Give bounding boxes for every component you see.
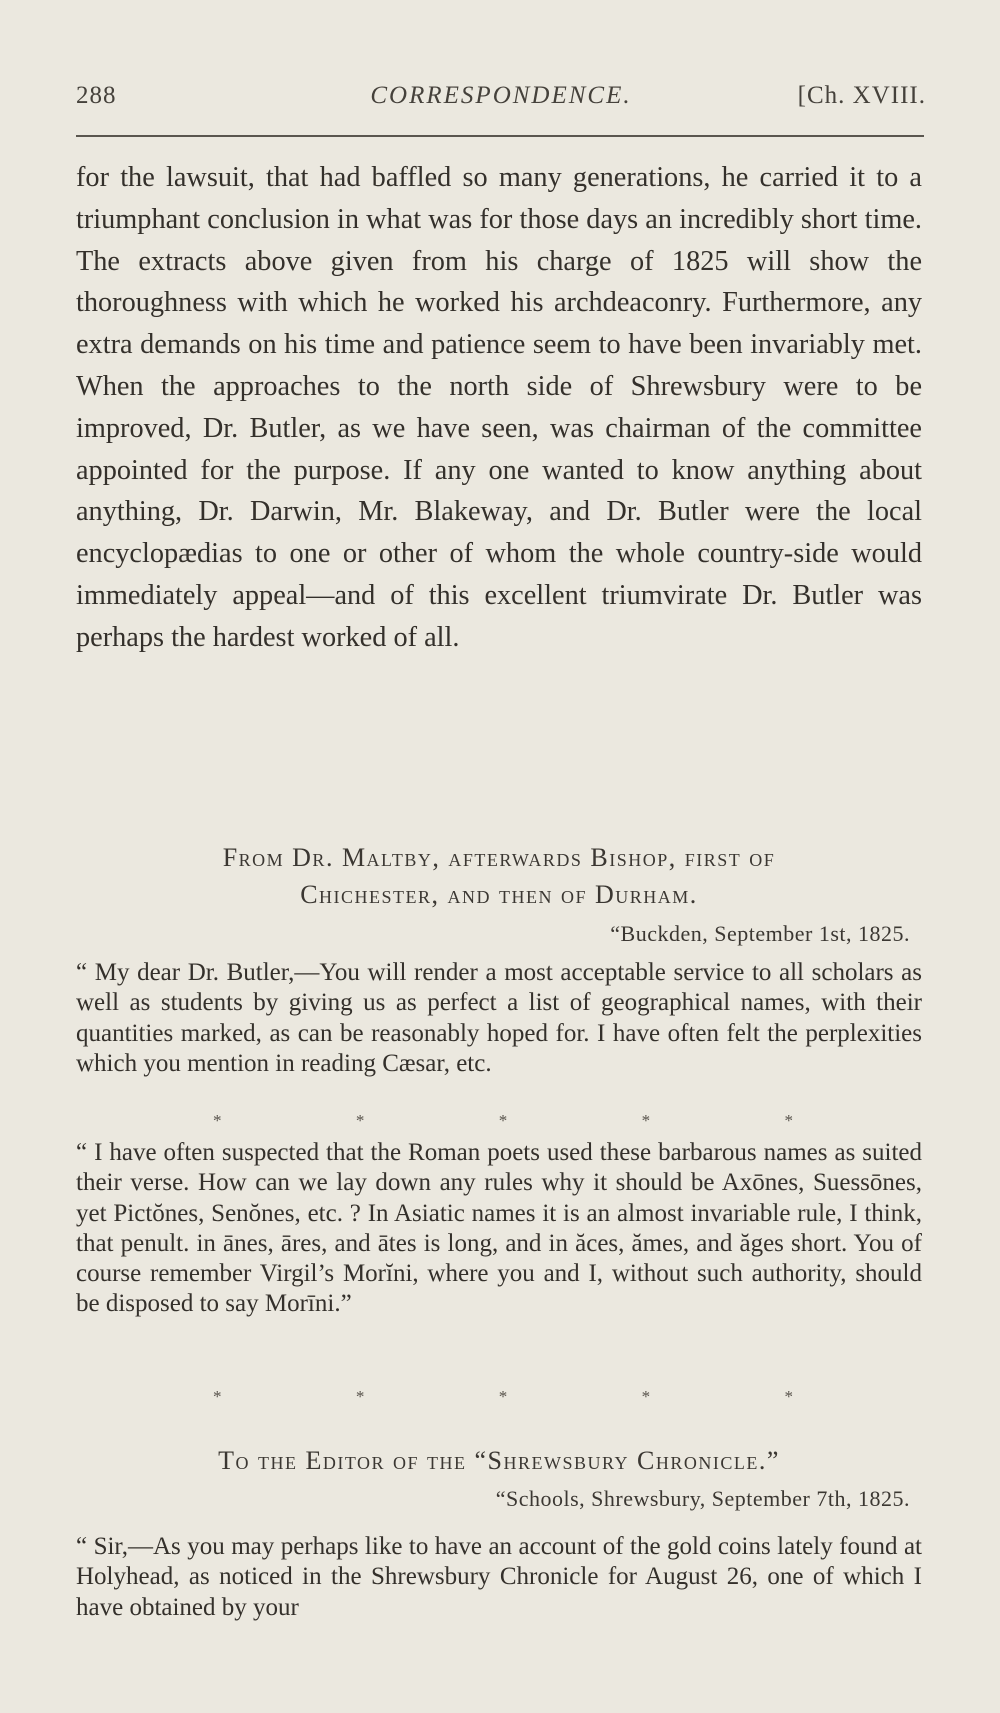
body-paragraph: for the lawsuit, that had baffled so many generations, he carried it to a triumphant conclusion in what was for those days an incredibly short time. The extracts above given from his charge of 1825 will show the thoroughness with which he worked his archdeaconry. Furthermore, any extra demands on his time and patience seem to have been invariably met. When the approaches to the north side of Shrewsbury were to be improved, Dr. Butler, as we have seen, was chairman of the committee appointed for the purpose. If any one wanted to know anything about anything, Dr. Darwin, Mr. Blakeway, and Dr. Butler were the local encyclopædias to one or other of whom the whole country-side would immediately appeal—and of this excellent triumvirate Dr. Butler was perhaps the hardest worked of all.: [76, 162, 922, 653]
letter-heading-editor: To the Editor of the “Shrewsbury Chronicle.”: [218, 1446, 780, 1475]
asterism-1: [213, 1111, 793, 1131]
page-number: 288: [76, 82, 117, 109]
asterisk: *: [213, 1111, 222, 1130]
asterisk: *: [498, 1387, 508, 1406]
letter-editor-paragraph-1: [76, 1532, 922, 1623]
asterisk: *: [355, 1111, 365, 1130]
letter-paragraph: “ I have often suspected that the Roman poets used these barbarous names as suited their verse. How can we lay down any rules why it should be Axōnes, Suessōnes, yet Pictŏnes, Senŏnes, etc. ? In Asiatic names it is an almost invariable rule, I think, that penult. in ānes, āres, and ātes is long, and in ăces, ămes, and ăges short. You of course remember Virgil’s Morĭni, where you and I, without such authority, should be disposed to say Morīni.”: [76, 1139, 922, 1318]
letter-paragraph: “ My dear Dr. Butler,—You will render a most acceptable service to all scholars as well as students by giving us as perfect a list of geographical names, with their quantities marked, as can be reasonably hoped for. I have often felt the perplexities which you mention in reading Cæsar, etc.: [76, 959, 922, 1077]
header-rule: [76, 135, 924, 137]
chapter-label: [Ch. XVIII.: [797, 82, 926, 109]
running-head: [76, 82, 926, 122]
asterism-2: [213, 1387, 793, 1407]
asterisk: *: [641, 1111, 651, 1130]
asterisk: *: [498, 1111, 508, 1130]
letter-paragraph: “ Sir,—As you may perhaps like to have an account of the gold coins lately found at Holyhead, as noticed in the Shrewsbury Chronicle for August 26, one of which I have obtained by your: [76, 1533, 922, 1621]
asterisk: *: [213, 1387, 222, 1406]
asterisk: *: [641, 1387, 651, 1406]
letter-maltby-paragraph-1: [76, 958, 922, 1079]
asterisk: *: [784, 1387, 793, 1406]
dateline-schools: “Schools, Shrewsbury, September 7th, 1825.: [495, 1486, 910, 1511]
letter-heading-maltby: [76, 839, 922, 913]
asterisk: *: [784, 1111, 793, 1130]
letter-heading-line-2: Chichester, and then of Durham.: [300, 880, 698, 909]
letter-maltby-paragraph-2: [76, 1138, 922, 1320]
dateline-buckden: “Buckden, September 1st, 1825.: [610, 921, 910, 946]
running-title: CORRESPONDENCE.: [370, 82, 632, 109]
letter-heading-line-1: From Dr. Maltby, afterwards Bishop, first of: [222, 843, 776, 872]
body-text: [76, 157, 922, 659]
asterisk: *: [355, 1387, 365, 1406]
